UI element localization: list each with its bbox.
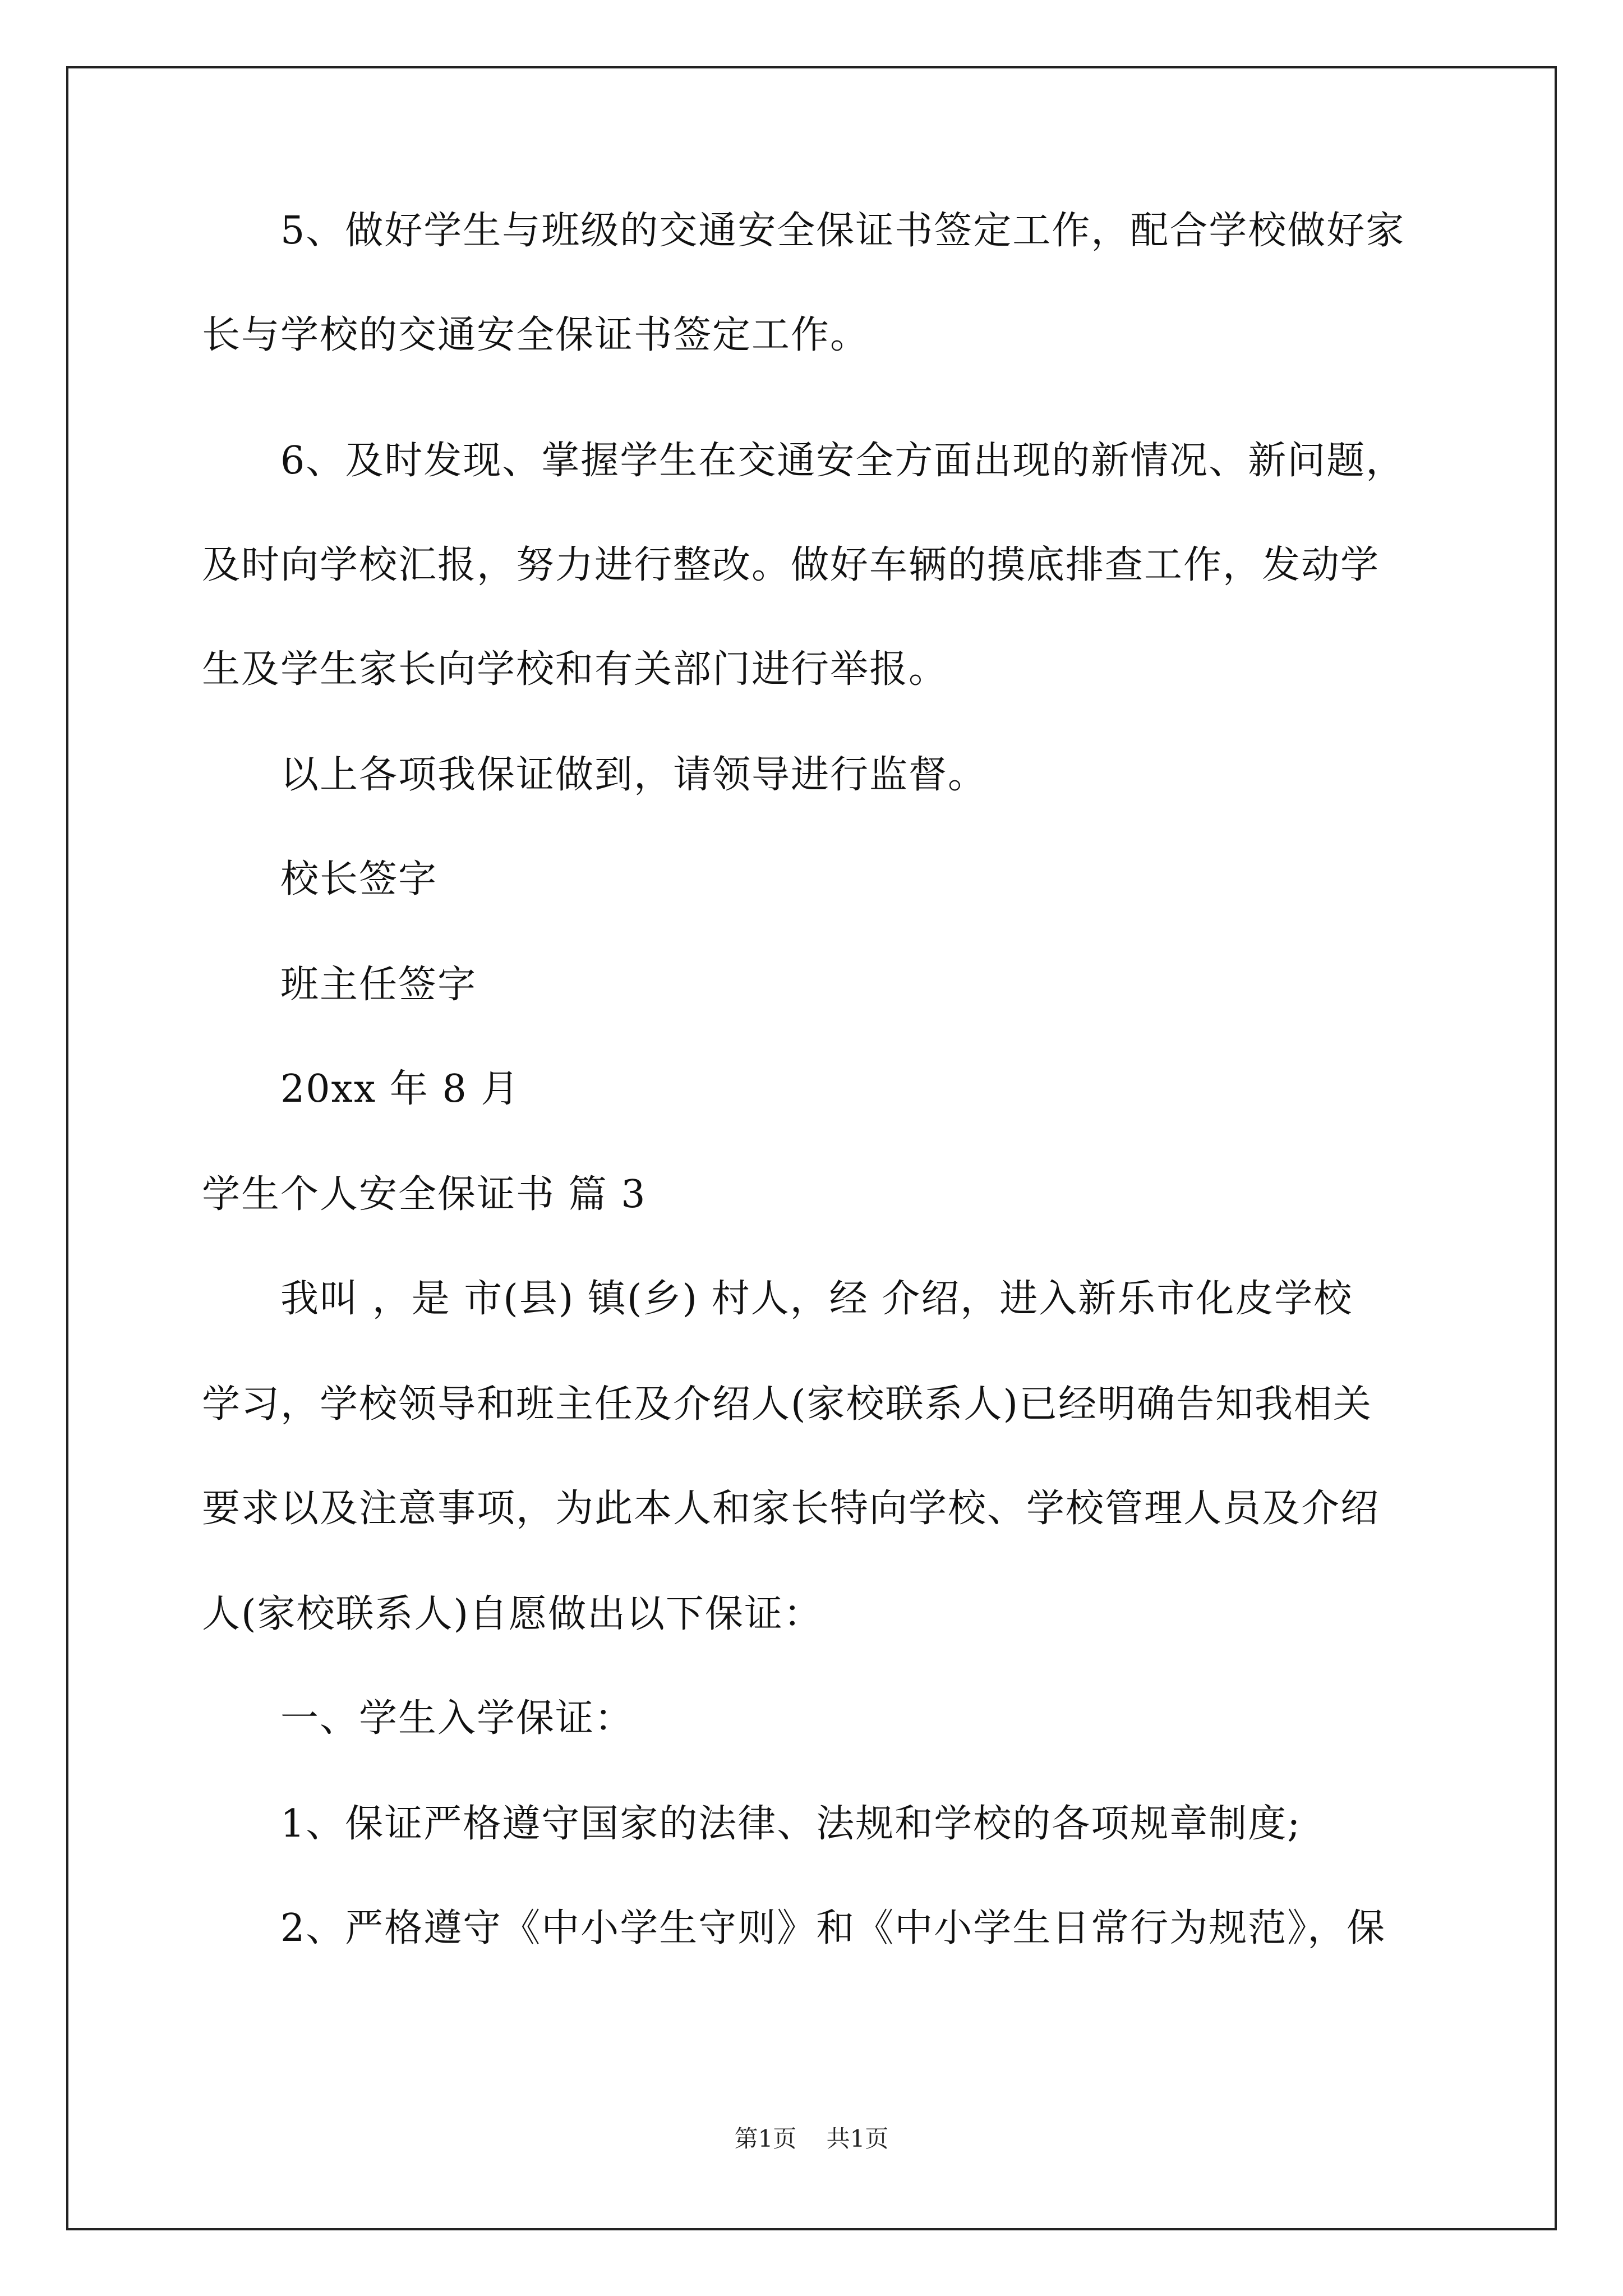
paragraph-line-12: 学习，学校领导和班主任及介绍人(家校联系人)已经明确告知我相关 [202, 1382, 1373, 1427]
list-item-2: 2、严格遵守《中小学生守则》和《中小学生日常行为规范》，保 [280, 1906, 1386, 1950]
subheading-line: 一、学生入学保证： [280, 1696, 634, 1741]
section-title: 学生个人安全保证书 篇 3 [202, 1172, 647, 1217]
page-number: 第1页 [734, 2125, 797, 2152]
page-total: 共1页 [826, 2125, 889, 2152]
paragraph-line-4: 及时向学校汇报，努力进行整改。做好车辆的摸底排查工作，发动学 [202, 543, 1380, 587]
list-item-1: 1、保证严格遵守国家的法律、法规和学校的各项规章制度; [280, 1802, 1302, 1846]
paragraph-line-14: 人(家校联系人)自愿做出以下保证： [202, 1592, 823, 1636]
teacher-signature-label: 班主任签字 [280, 963, 477, 1007]
paragraph-line-2: 长与学校的交通安全保证书签定工作。 [202, 313, 870, 357]
paragraph-line-1: 5、做好学生与班级的交通安全保证书签定工作，配合学校做好家 [280, 209, 1405, 253]
paragraph-line-3: 6、及时发现、掌握学生在交通安全方面出现的新情况、新问题， [280, 439, 1405, 483]
paragraph-line-13: 要求以及注意事项，为此本人和家长特向学校、学校管理人员及介绍 [202, 1487, 1380, 1531]
page-footer [0, 2125, 1623, 2153]
pledge-line: 以上各项我保证做到，请领导进行监督。 [280, 753, 988, 797]
paragraph-line-11: 我叫 ，是 市(县) 镇(乡) 村人，经 介绍，进入新乐市化皮学校 [280, 1277, 1353, 1321]
paragraph-line-5: 生及学生家长向学校和有关部门进行举报。 [202, 647, 948, 692]
principal-signature-label: 校长签字 [280, 857, 438, 901]
date-line: 20xx 年 8 月 [280, 1067, 520, 1111]
